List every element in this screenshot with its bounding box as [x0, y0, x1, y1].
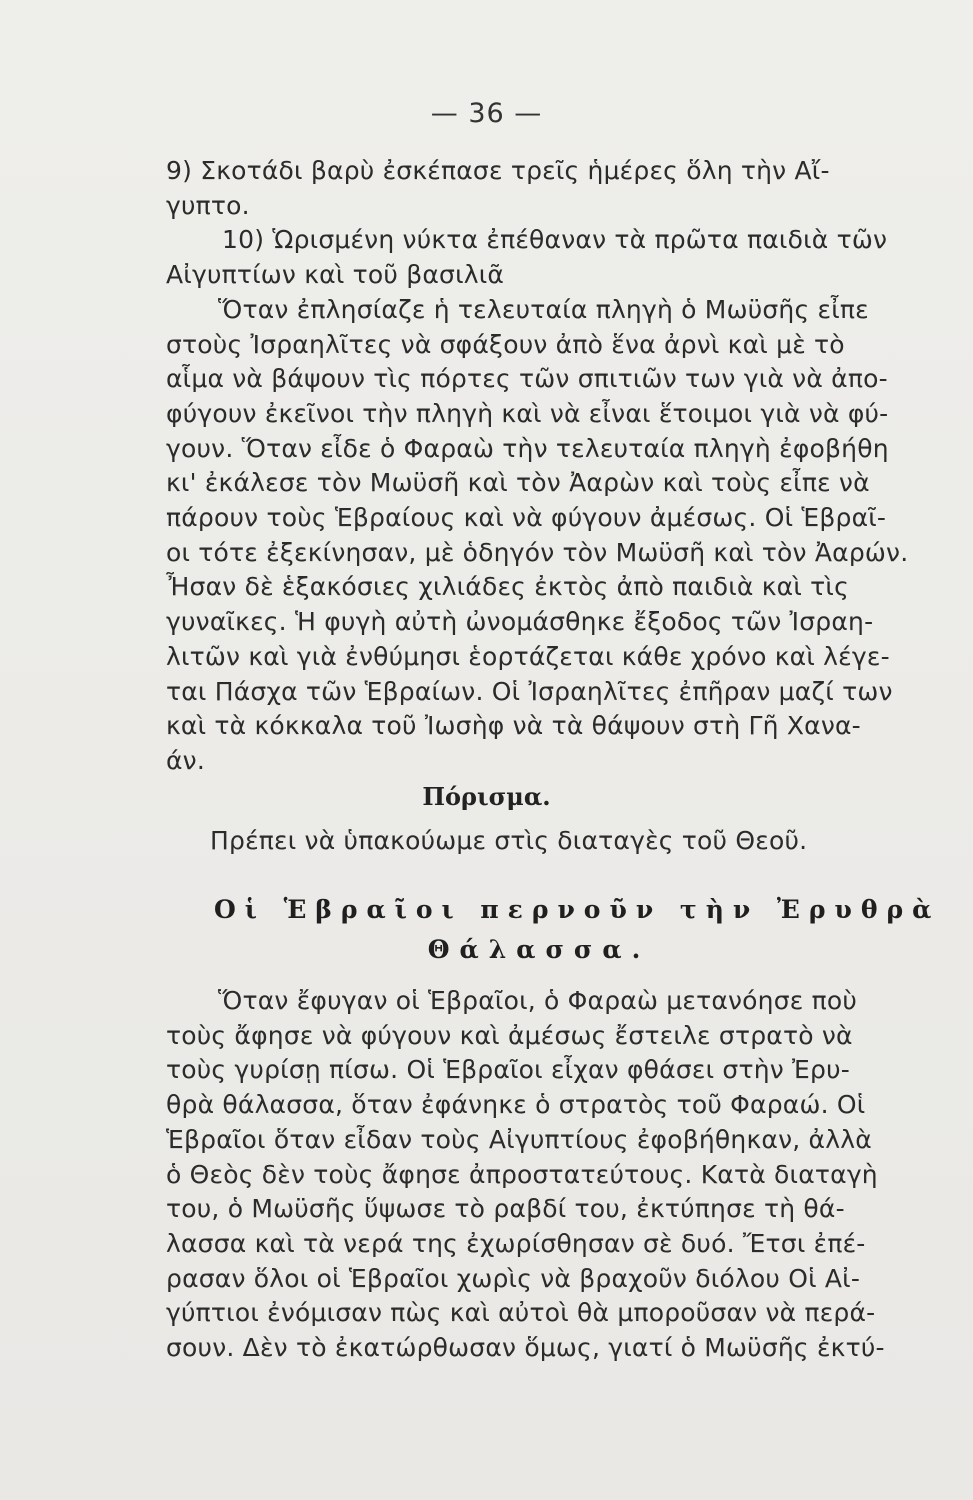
section-title-line: Θάλασσα.: [427, 935, 651, 964]
text-line: κι' ἐκάλεσε τὸν Μωϋσῆ καὶ τὸν Ἀαρὼν καὶ τοὺς εἶπε νὰ: [166, 468, 870, 498]
section-title: [166, 890, 941, 970]
text-line: σουν. Δὲν τὸ ἐκατώρθωσαν ὅμως, γιατί ὁ Μωϋσῆς ἐκτύ-: [166, 1333, 885, 1363]
text-line: ται Πάσχα τῶν Ἑβραίων. Οἱ Ἰσραηλῖτες ἐπῆραν μαζί των: [166, 676, 893, 706]
text-line: τοὺς ἄφησε νὰ φύγουν καὶ ἀμέσως ἔστειλε στρατὸ νὰ: [166, 1020, 853, 1050]
text-line: γουν. Ὅταν εἶδε ὁ Φαραὼ τὴν τελευταία πληγὴ ἐφοβήθη: [166, 433, 889, 463]
text-line: του, ὁ Μωϋσῆς ὕψωσε τὸ ραβδί του, ἐκτύπησε τὴ θά-: [166, 1194, 845, 1224]
section-title-line: Οἱ Ἑβραῖοι περνοῦν τὴν Ἐρυθρὰ: [214, 895, 941, 924]
text-line: ρασαν ὅλοι οἱ Ἑβραῖοι χωρὶς νὰ βραχοῦν διόλου Οἱ Αἰ-: [166, 1263, 861, 1293]
text-line: Ὅταν ἔφυγαν οἱ Ἑβραῖοι, ὁ Φαραὼ μετανόησε ποὺ: [218, 986, 858, 1015]
text-line: Αἰγυπτίων καὶ τοῦ βασιλιᾶ: [166, 260, 505, 290]
porisma-heading: Πόρισμα.: [422, 782, 551, 811]
text-line: οι τότε ἐξεκίνησαν, μὲ ὁδηγόν τὸν Μωϋσῆ καὶ τὸν Ἀαρών.: [166, 537, 909, 567]
text-line: λασσα καὶ τὰ νερά της ἐχωρίσθησαν σὲ δυό. Ἔτσι ἐπέ-: [166, 1228, 866, 1258]
text-line: Ἑβραῖοι ὅταν εἶδαν τοὺς Αἰγυπτίους ἐφοβήθηκαν, ἀλλὰ: [166, 1124, 872, 1154]
text-line: γυναῖκες. Ἡ φυγὴ αὐτὴ ὠνομάσθηκε ἔξοδος τῶν Ἰσραη-: [166, 607, 874, 637]
main-text-bottom: [166, 984, 932, 1366]
text-line: τοὺς γυρίσῃ πίσω. Οἱ Ἑβραῖοι εἶχαν φθάσει στὴν Ἐρυ-: [166, 1055, 850, 1085]
text-line: φύγουν ἐκεῖνοι τὴν πληγὴ καὶ νὰ εἶναι ἕτοιμοι γιὰ νὰ φύ-: [166, 398, 889, 428]
text-line: γύπτιοι ἐνόμισαν πὼς καὶ αὐτοὶ θὰ μποροῦσαν νὰ περά-: [166, 1298, 876, 1328]
porisma-text-block: [166, 810, 932, 872]
text-line: θρὰ θάλασσα, ὅταν ἐφάνηκε ὁ στρατὸς τοῦ Φαραώ. Οἱ: [166, 1090, 866, 1120]
text-line: 10) Ὡρισμένη νύκτα ἐπέθαναν τὰ πρῶτα παιδιὰ τῶν: [222, 225, 888, 255]
text-line: άν.: [166, 745, 205, 775]
text-line: Ἦσαν δὲ ἑξακόσιες χιλιάδες ἐκτὸς ἀπὸ παιδιὰ καὶ τὶς: [166, 572, 849, 602]
text-line: γυπτο.: [166, 190, 250, 220]
text-line: ὁ Θεὸς δὲν τοὺς ἄφησε ἀπροστατεύτους. Κατὰ διαταγὴ: [166, 1159, 878, 1189]
text-line: λιτῶν καὶ γιὰ ἐνθύμησι ἑορτάζεται κάθε χρόνο καὶ λέγε-: [166, 641, 890, 671]
text-line: αἷμα νὰ βάψουν τὶς πόρτες τῶν σπιτιῶν των γιὰ νὰ ἀπο-: [166, 364, 888, 394]
text-line: 9) Σκοτάδι βαρὺ ἐσκέπασε τρεῖς ἡμέρες ὅλη τὴν Αἴ-: [166, 156, 830, 185]
page-number: — 36 —: [430, 98, 543, 129]
text-line: πάρουν τοὺς Ἑβραίους καὶ νὰ φύγουν ἀμέσως. Οἱ Ἑβραῖ-: [166, 503, 887, 533]
main-text-top: [166, 154, 932, 779]
text-line: Ὅταν ἐπλησίαζε ἡ τελευταία πληγὴ ὁ Μωϋσῆς εἶπε: [218, 294, 869, 324]
porisma-text: Πρέπει νὰ ὑπακούωμε στὶς διαταγὲς τοῦ Θεοῦ.: [210, 826, 808, 855]
text-line: στοὺς Ἰσραηλῖτες νὰ σφάξουν ἀπὸ ἕνα ἀρνὶ καὶ μὲ τὸ: [166, 329, 845, 359]
text-line: καὶ τὰ κόκκαλα τοῦ Ἰωσὴφ νὰ τὰ θάψουν στὴ Γῆ Χανα-: [166, 711, 861, 741]
